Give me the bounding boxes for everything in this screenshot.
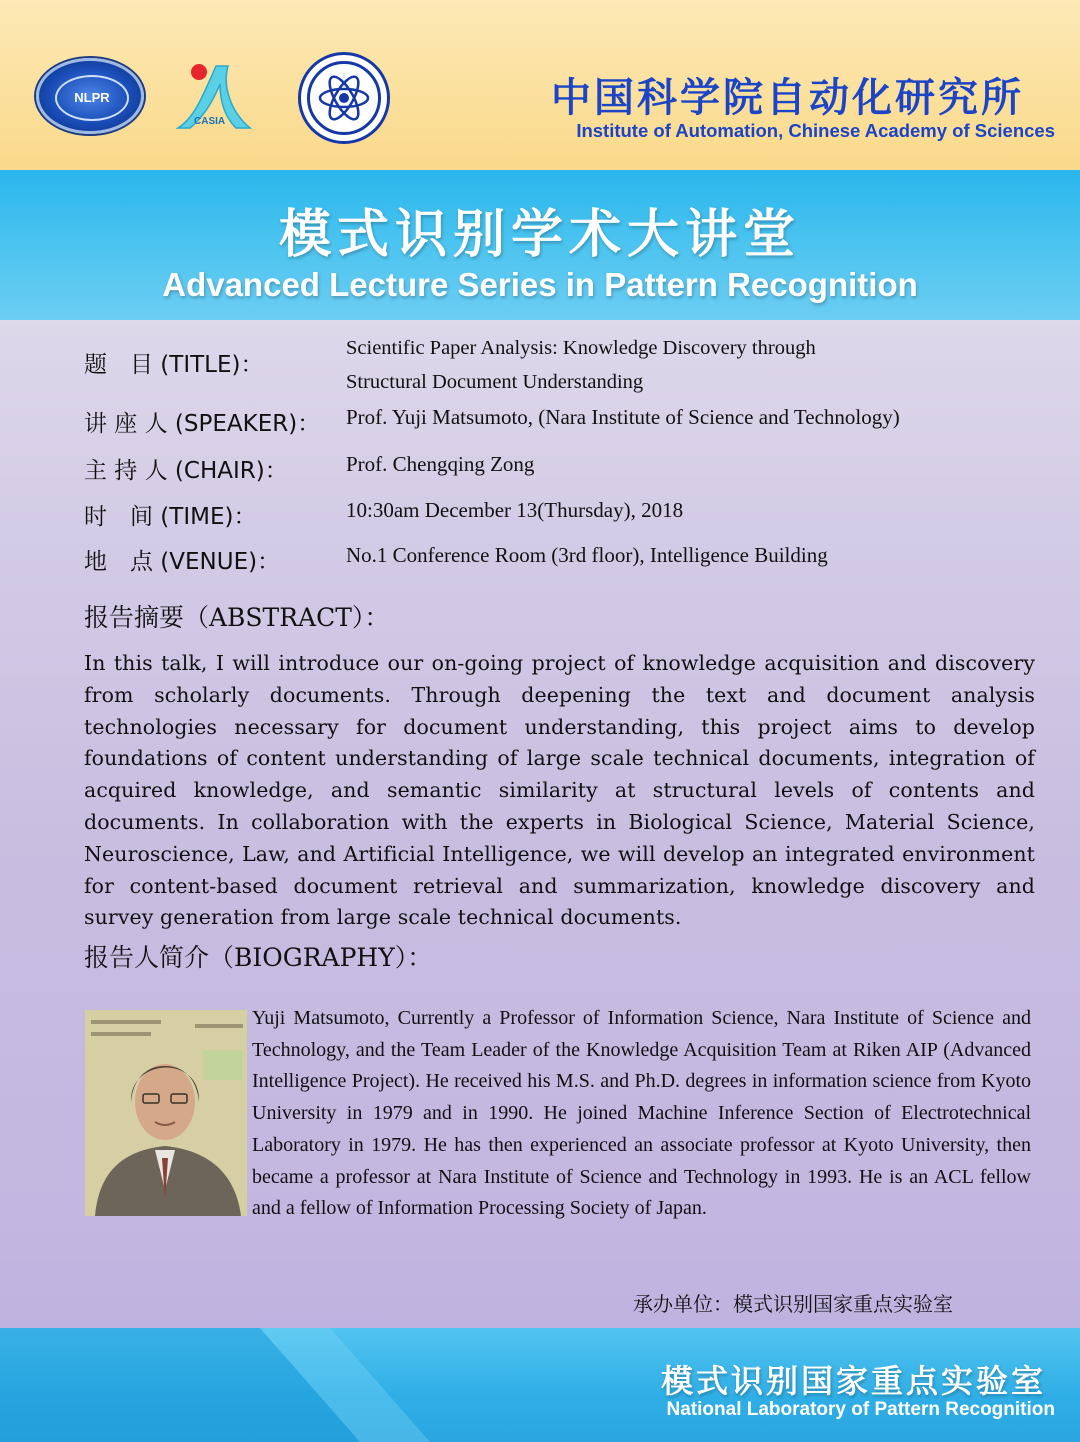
nlpr-logo [36, 58, 144, 134]
abstract-text: In this talk, I will introduce our on-going project of knowledge acquisition and discovery from scholarly documents. Through deepening the text and document analysis technologies necessary for document understanding, this project aims to develop foundations of content understanding of large scale technical documents, integration of acquired knowledge, and semantic similarity at structural levels of contents and documents. In collaboration with the experts in Biological Science, Material Science, Neuroscience, Law, and Artificial Intelligence, we will develop an integrated environment for content-based document retrieval and summarization, knowledge discovery and survey generation from large scale technical documents. [84, 651, 1035, 930]
title-label: 题 目 (TITLE)： [84, 352, 264, 378]
institute-name-en: Institute of Automation, Chinese Academy of Sciences [576, 120, 1055, 141]
series-title-cn: 模式识别学术大讲堂 [278, 205, 801, 265]
abstract-heading: 报告摘要（ABSTRACT）： [84, 603, 390, 632]
biography-text: Yuji Matsumoto, Currently a Professor of Information Science, Nara Institute of Science and Technology, and the Team Leader of the Knowledge Acquisition Team at Riken AIP (Advanced Intelligence Project). He received his M.S. and Ph.D. degrees in information science from Kyoto University in 1979 and in 1990. He joined Machine Inference Section of Electrotechnical Laboratory in 1979. He has then experienced an associate professor at Kyoto University, then became a professor at Nara Institute of Science and Technology in 1993. He is an ACL fellow and a fellow of Information Processing Society of Japan. [252, 1007, 1031, 1220]
venue-value: No.1 Conference Room (3rd floor), Intelligence Building [346, 543, 828, 567]
time-value: 10:30am December 13(Thursday), 2018 [346, 498, 684, 522]
cas-atom-icon [301, 55, 387, 141]
institute-name-cn: 中国科学院自动化研究所 [551, 75, 1024, 121]
lecture-series-banner [0, 170, 1080, 320]
casia-logo-text: CASIA [194, 116, 226, 127]
lab-name-en: National Laboratory of Pattern Recognition [666, 1399, 1055, 1420]
casia-logo [172, 58, 252, 134]
title-line-2: Structural Document Understanding [346, 371, 644, 393]
biography-heading: 报告人简介（BIOGRAPHY）： [84, 943, 433, 972]
chair-value: Prof. Chengqing Zong [346, 452, 535, 476]
title-value [346, 331, 816, 399]
series-title-en: Advanced Lecture Series in Pattern Recognition [162, 266, 918, 303]
title-line-1: Scientific Paper Analysis: Knowledge Discovery through [346, 337, 816, 359]
cas-logo [298, 52, 390, 144]
time-label: 时 间 (TIME)： [84, 504, 257, 530]
institute-header [0, 0, 1080, 170]
host-organizer: 承办单位：模式识别国家重点实验室 [633, 1292, 953, 1316]
lab-name-cn: 模式识别国家重点实验室 [660, 1362, 1046, 1400]
speaker-portrait-icon [85, 1010, 247, 1216]
nlpr-logo-text: NLPR [55, 75, 129, 121]
speaker-photo [85, 1010, 247, 1216]
chair-label: 主 持 人 (CHAIR)： [84, 458, 288, 484]
lab-footer [0, 1328, 1080, 1442]
speaker-label: 讲 座 人 (SPEAKER)： [84, 411, 321, 437]
speaker-value: Prof. Yuji Matsumoto, (Nara Institute of Science and Technology) [346, 405, 900, 429]
venue-label: 地 点 (VENUE)： [84, 549, 281, 575]
